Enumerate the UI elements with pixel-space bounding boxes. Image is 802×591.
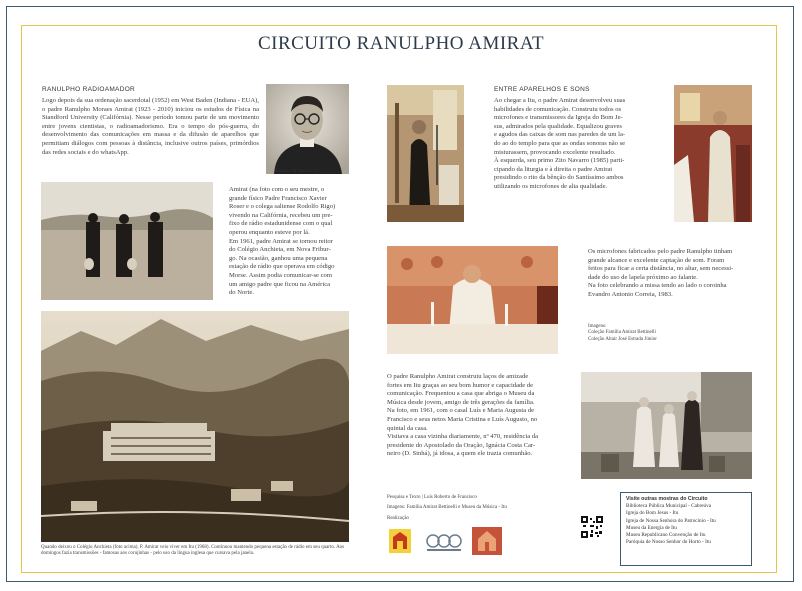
section5-line: Música desde jovem, amigo de três gerações da família. — [387, 398, 535, 406]
visit-box-item: Igreja de Nossa Senhora do Patrocínio - Itu — [626, 517, 716, 524]
section3-line: presidindo o rito da bênção do Santíssimo ambos — [494, 174, 624, 182]
section5-line: Visitava a casa vizinha diariamente, nº 470, residência da — [387, 433, 539, 441]
section2-line: grande físico Padre Francisco Xavier — [229, 194, 327, 202]
family-photo — [581, 372, 752, 479]
section3-line: misturassem, provocando excelente resultado. — [494, 148, 616, 156]
visit-box-item: Biblioteca Pública Municipal - Cabreúva — [626, 503, 711, 510]
section3-line: microfones e transmissores da Igreja do Bom Je- — [494, 114, 623, 122]
section5-line: Na foto, em 1961, com o casal Luís e Maria Augusta de — [387, 407, 535, 415]
visit-box-title: Visite outras mostras do Circuito — [626, 496, 708, 502]
section2-line: Em 1961, padre Amirat se tornou reitor — [229, 237, 333, 245]
section4-line: feitos para ficar a certa distância, no altar, sem necessi- — [588, 265, 734, 273]
section2-line: operou enquanto esteve por lá. — [229, 228, 310, 236]
section-heading-aparelhos: ENTRE APARELHOS E SONS — [494, 86, 590, 93]
page-title: CIRCUITO RANULPHO AMIRAT — [257, 33, 545, 54]
section5-line: Francisco e seus netos Maria Cristina e Luís Augusto, no — [387, 415, 538, 423]
section3-line: e agudos das caixas de som nas paredes de um la- — [494, 131, 626, 139]
section3-text — [494, 97, 674, 192]
section5-line: presidente do Apostolado da Oração, Ignácia Costa Car- — [387, 441, 536, 449]
footer-research: Pesquisa e Texto | Luís Roberto de Francisco — [387, 495, 477, 500]
section5-text — [387, 373, 579, 459]
section4-line: Na foto celebrando a missa tendo ao lado o coroinha — [588, 282, 727, 290]
portrait-signature: Ranulpho M. Amirat, S.J. — [274, 168, 320, 173]
footer-realization: Realização — [387, 516, 409, 521]
section4-line: dade do uso de lapela próximo ao falante. — [588, 273, 698, 281]
section5-line: comunicação. Frequentou a casa que abriga o Museu da — [387, 390, 535, 398]
section-heading-radioamador: RANULPHO RADIOAMADOR — [42, 86, 136, 93]
section3-line: cipando da liturgia e à direita o padre Amirat — [494, 165, 613, 173]
section4-text — [588, 248, 758, 300]
image-credits — [588, 324, 748, 343]
section1-paragraph: Logo depois da sua ordenação sacerdotal (1952) em West Baden (Indiana - EUA), o padre Ranulpho Moraes Amirat (1923 - 2010) iniciou os estudos de Física na Standford University (Califórnia). Nesse período tomou parte de um movimento entre jovens cientistas, o radioamadorismo. Era o tempo do pós-guerra, do desenvolvimento das comunicações em massa e da difusão de aparelhos que permitiam diálogos com pessoas à distância, inclusive outros países, primórdios das redes sociais e do whatsApp. — [42, 97, 259, 156]
section2-line: Roser e o colega saltense Rodolfo Rigo) — [229, 203, 336, 211]
image-credit: Coleção Altair José Estrada Júnior — [588, 336, 657, 342]
section2-text — [229, 186, 349, 298]
visit-box-item: Paróquia de Nosso Senhor do Horto - Itu — [626, 539, 711, 546]
qr-code[interactable] — [581, 516, 603, 538]
section5-line: O padre Ranulpho Amirat construiu laços de amizade — [387, 373, 529, 380]
section3-line: À esquerda, seu primo Zito Navarro (1985) parti- — [494, 157, 625, 165]
section2-line: um amigo padre que ficou na América — [229, 280, 331, 288]
image-credits-label: Imagens: — [588, 324, 607, 329]
section5-line: quintal da casa. — [387, 424, 428, 432]
section3-line: sus, admirados pela qualidade. Equalizou graves — [494, 122, 622, 130]
section4-line: Os microfones fabricados pelo padre Ranulpho tinham — [588, 248, 733, 255]
visit-box-item: Igreja do Bom Jesus - Itu — [626, 510, 679, 517]
section5-line: neiro (D. Sinhá), já idosa, a quem ele trazia comunhão. — [387, 450, 533, 458]
section2-line: Amirat (na foto com o seu mestre, o — [229, 186, 325, 193]
section2-line: vivendo na Califórnia, recebeu um pre- — [229, 211, 333, 219]
mass-photo — [387, 246, 558, 354]
logo-igreja — [472, 527, 502, 555]
section2-line: fixo de rádio estadunidense com o qual — [229, 220, 333, 228]
section3-line: habilidades de comunicação. Construiu todos os — [494, 105, 622, 113]
visit-box-item: Museu da Energia de Itu — [626, 524, 677, 531]
image-credit: Coleção Família Amirat Bettinelli — [588, 330, 656, 336]
california-group-photo — [41, 182, 213, 300]
section4-line: Evandro Antonio Correia, 1983. — [588, 290, 673, 298]
benediction-photo — [674, 85, 752, 222]
navarro-liturgy-photo — [387, 85, 464, 222]
colegio-anchieta-photo — [41, 311, 349, 542]
section4-line: grande alcance e excelente captação de som. Foram — [588, 256, 725, 264]
footer-images: Imagens: Família Amirat Bettinelli e Museu da Música - Itu — [387, 505, 507, 510]
portrait-photo — [266, 84, 349, 174]
section2-line: Morse. Assim podia comunicar-se com — [229, 271, 332, 279]
section3-line: do ao do templo para que as ondas sonoras não se — [494, 139, 626, 147]
section2-line: do Norte. — [229, 289, 254, 297]
visit-other-exhibits-box — [620, 492, 752, 566]
section2-line: go. Na ocasião, ganhou uma pequena — [229, 254, 328, 262]
section2-line: estação de rádio que operava em código — [229, 263, 335, 271]
section2-line: do Colégio Anchieta, em Nova Fribur- — [229, 246, 331, 254]
visit-box-item: Museu Republicano Convenção de Itu — [626, 532, 706, 539]
section3-line: Ao chegar a Itu, o padre Amirat desenvolveu suas — [494, 97, 626, 104]
section5-line: fortes em Itu graças ao seu bom humor e capacidade de — [387, 381, 534, 389]
section3-line: utilizando os microfones de alta qualidade. — [494, 182, 608, 190]
logo-museu-da-musica — [425, 531, 463, 553]
logo-prefeitura — [387, 527, 413, 555]
bottom-caption: Quando deixou o Colégio Anchieta (foto acima), P. Amirat veio viver em Itu (1968). Continuou mantendo pequena estação de rádio em seu quarto. Aos domingos fazia transmissões - famosas aos corujinhas - pelo uso da língua inglesa que cursava pela janela. — [41, 545, 345, 557]
